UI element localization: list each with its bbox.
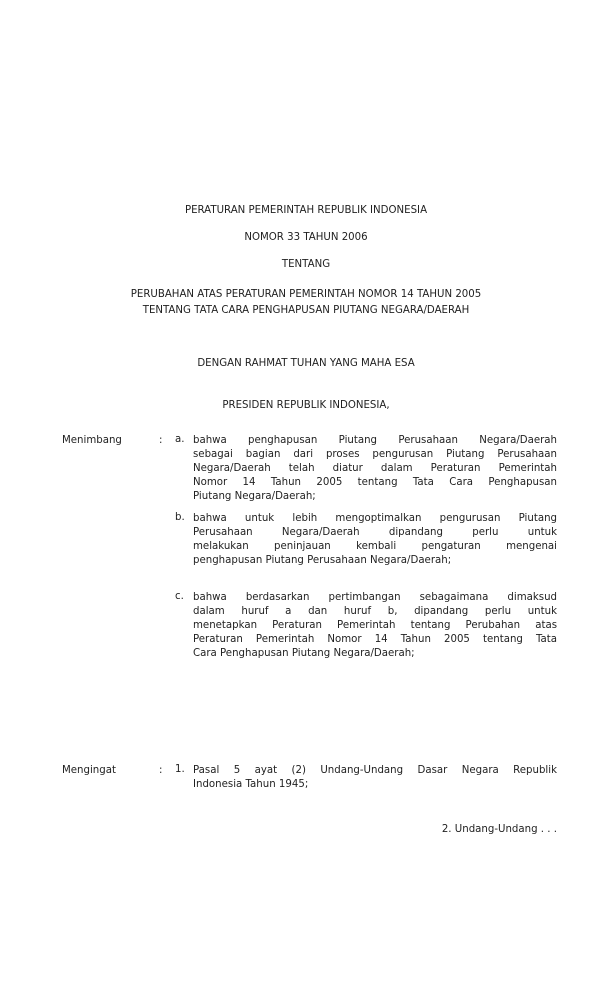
regulation-title: PERATURAN PEMERINTAH REPUBLIK INDONESIA	[184, 205, 428, 216]
text-line: bahwa penghapusan Piutang Perusahaan Negara/Daerah	[193, 435, 557, 446]
text-line: Negara/Daerah telah diatur dalam Peraturan Pemerintah	[193, 463, 557, 474]
menimbang-item	[175, 512, 557, 568]
regulation-number: NOMOR 33 TAHUN 2006	[244, 232, 368, 243]
subject-line-1: PERUBAHAN ATAS PERATURAN PEMERINTAH NOMOR 14 TAHUN 2005	[130, 289, 482, 300]
menimbang-colon: :	[159, 435, 163, 446]
text-line: dalam huruf a dan huruf b, dipandang perlu untuk	[193, 606, 557, 617]
text-line: melakukan peninjauan kembali pengaturan mengenai	[193, 541, 557, 552]
item-letter: 1.	[175, 764, 185, 775]
page-continuation: 2. Undang-Undang . . .	[441, 824, 557, 835]
item-letter: a.	[175, 434, 185, 445]
blessing-line: DENGAN RAHMAT TUHAN YANG MAHA ESA	[197, 358, 415, 369]
item-letter: c.	[175, 591, 184, 602]
text-line: Nomor 14 Tahun 2005 tentang Tata Cara Penghapusan	[193, 477, 557, 488]
text-line: bahwa untuk lebih mengoptimalkan pengurusan Piutang	[193, 513, 557, 524]
item-text	[193, 512, 557, 568]
mengingat-item	[175, 764, 557, 792]
text-line: Perusahaan Negara/Daerah dipandang perlu untuk	[193, 527, 557, 538]
menimbang-label: Menimbang	[62, 435, 122, 446]
menimbang-item	[175, 591, 557, 661]
item-text	[193, 764, 557, 792]
text-line: Cara Penghapusan Piutang Negara/Daerah;	[193, 648, 415, 659]
menimbang-item	[175, 434, 557, 504]
subject-line-2: TENTANG TATA CARA PENGHAPUSAN PIUTANG NEGARA/DAERAH	[142, 305, 470, 316]
text-line: sebagai bagian dari proses pengurusan Piutang Perusahaan	[193, 449, 557, 460]
item-text	[193, 591, 557, 661]
about-heading: TENTANG	[281, 259, 331, 270]
mengingat-colon: :	[159, 765, 163, 776]
item-text	[193, 434, 557, 504]
text-line: bahwa berdasarkan pertimbangan sebagaimana dimaksud	[193, 592, 557, 603]
mengingat-label: Mengingat	[62, 765, 116, 776]
president-line: PRESIDEN REPUBLIK INDONESIA,	[222, 400, 390, 411]
text-line: Indonesia Tahun 1945;	[193, 779, 309, 790]
item-letter: b.	[175, 512, 185, 523]
text-line: Peraturan Pemerintah Nomor 14 Tahun 2005 tentang Tata	[193, 634, 557, 645]
text-line: Piutang Negara/Daerah;	[193, 491, 316, 502]
text-line: penghapusan Piutang Perusahaan Negara/Daerah;	[193, 555, 452, 566]
text-line: Pasal 5 ayat (2) Undang-Undang Dasar Negara Republik	[193, 765, 557, 776]
text-line: menetapkan Peraturan Pemerintah tentang Perubahan atas	[193, 620, 557, 631]
